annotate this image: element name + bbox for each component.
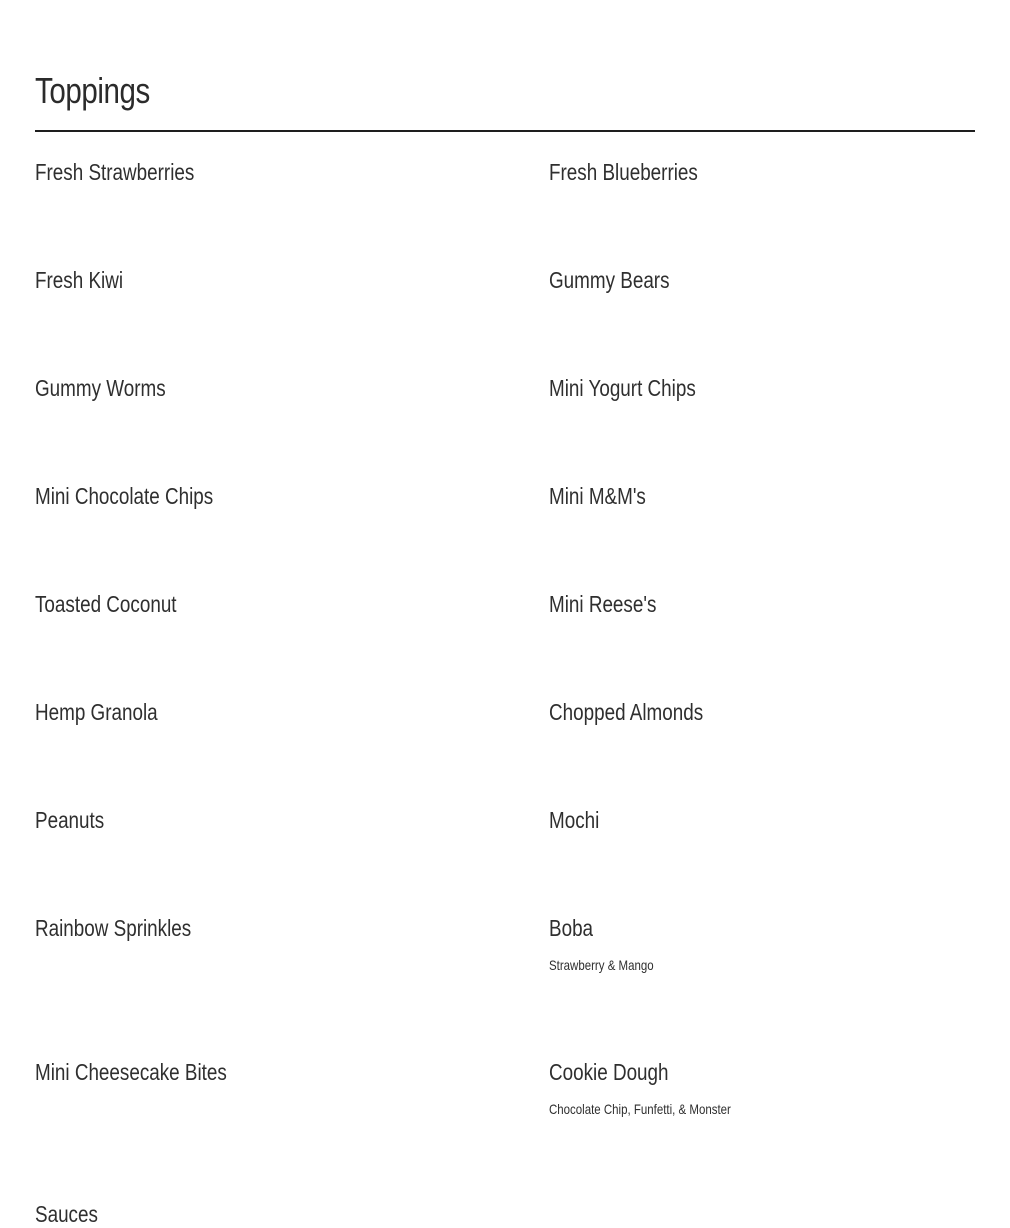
menu-item [35,806,455,834]
menu-item [549,698,969,726]
menu-item-name: Rainbow Sprinkles [35,915,192,941]
menu-item [549,1058,969,1118]
menu-item [35,374,455,402]
menu-item-description: Strawberry & Mango [549,957,654,973]
menu-item-name: Cookie Dough [549,1059,669,1085]
menu-item-name: Gummy Bears [549,267,670,293]
section-divider [35,130,975,132]
menu-item-description: Chocolate Chip, Funfetti, & Monster [549,1101,731,1117]
menu-item [549,590,969,618]
menu-item [35,1058,455,1086]
menu-item [35,914,455,942]
menu-item-name: Mini Cheesecake Bites [35,1059,227,1085]
menu-item-name: Toasted Coconut [35,591,177,617]
menu-item [549,482,969,510]
menu-item [549,806,969,834]
menu-item-name: Fresh Strawberries [35,159,195,185]
menu-item-name: Boba [549,915,594,941]
menu-item [35,158,455,186]
menu-item-name: Hemp Granola [35,699,158,725]
menu-item [35,698,455,726]
menu-item [35,266,455,294]
menu-item-name: Peanuts [35,807,105,833]
menu-item-name: Mini Chocolate Chips [35,483,214,509]
menu-item [549,374,969,402]
menu-item-name: Fresh Kiwi [35,267,124,293]
menu-item [35,590,455,618]
menu-item-name: Mini M&M's [549,483,646,509]
menu-item-name: Mini Yogurt Chips [549,375,696,401]
menu-item [35,482,455,510]
menu-item [549,158,969,186]
menu-item [549,914,969,974]
menu-item-name: Mini Reese's [549,591,657,617]
menu-item-name: Fresh Blueberries [549,159,698,185]
menu-item-name: Chopped Almonds [549,699,704,725]
menu-item [549,266,969,294]
menu-item-name: Gummy Worms [35,375,166,401]
toppings-section-title: Toppings [35,70,150,111]
sauces-section-title: Sauces [35,1201,98,1227]
menu-item-name: Mochi [549,807,600,833]
